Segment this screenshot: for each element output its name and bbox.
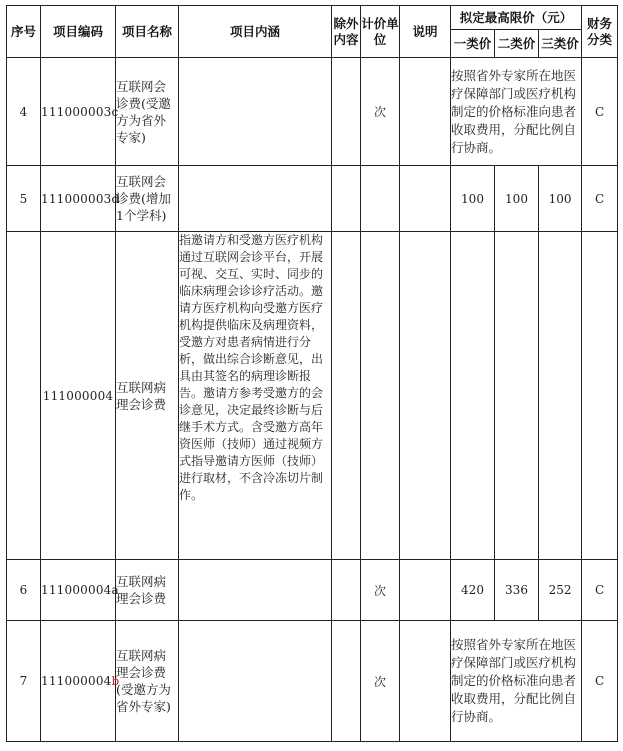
row-unit <box>361 232 400 560</box>
row-unit: 次 <box>361 560 400 621</box>
row-content: 指邀请方和受邀方医疗机构通过互联网会诊平台，开展可视、交互、实时、同步的临床病理会诊诊疗活动。邀请方医疗机构向受邀方医疗机构提供临床及病理资料，受邀方对患者病情进行分析，做出综合诊断意见，出具由其签名的病理诊断报告。邀请方参考受邀方的会诊意见，决定最终诊断与后继手术方式。含受邀方高年资医师（技师）通过视频方式指导邀请方医师（技师）进行取材，不含冷冻切片制作。 <box>179 232 332 560</box>
row-seq <box>7 232 41 560</box>
row-note <box>400 166 451 232</box>
row-finance: C <box>582 621 618 742</box>
row-code-suffix: b <box>111 674 120 688</box>
row-finance: C <box>582 166 618 232</box>
row-code: 111000003d <box>41 166 116 232</box>
row-price-note: 按照省外专家所在地医疗保障部门或医疗机构制定的价格标准向患者收取费用，分配比例自行协商。 <box>451 621 582 742</box>
row-code <box>41 621 120 742</box>
row-price1 <box>451 232 495 560</box>
row-seq: 6 <box>7 560 41 621</box>
header-finance: 财务分类 <box>582 6 618 58</box>
row-name: 互联网会诊费(受邀方为省外专家) <box>116 58 179 166</box>
row-unit: 次 <box>361 621 400 742</box>
header-name: 项目名称 <box>116 6 179 58</box>
row-content <box>179 621 332 742</box>
row-name: 互联网病理会诊费 <box>116 232 179 560</box>
row-price2: 336 <box>495 560 539 621</box>
row-note <box>400 232 451 560</box>
table-row <box>7 166 618 232</box>
table-row <box>7 560 618 621</box>
row-seq: 7 <box>7 621 41 742</box>
header-price1: 一类价 <box>451 30 495 58</box>
row-price1: 420 <box>451 560 495 621</box>
row-exclusion <box>332 166 361 232</box>
row-unit <box>361 166 400 232</box>
row-price3 <box>539 232 582 560</box>
header-exclusion: 除外内容 <box>332 6 361 58</box>
row-price2: 100 <box>495 166 539 232</box>
row-name: 互联网病理会诊费(受邀方为省外专家) <box>116 621 179 742</box>
row-finance: C <box>582 58 618 166</box>
fee-table <box>6 5 618 742</box>
row-exclusion <box>332 232 361 560</box>
header-note: 说明 <box>400 6 451 58</box>
row-price-note: 按照省外专家所在地医疗保障部门或医疗机构制定的价格标准向患者收取费用，分配比例自行协商。 <box>451 58 582 166</box>
row-finance: C <box>582 560 618 621</box>
header-unit: 计价单位 <box>361 6 400 58</box>
row-note <box>400 621 451 742</box>
table-row <box>7 58 618 166</box>
row-code: 111000003c <box>41 58 116 166</box>
row-code: 111000004a <box>41 560 116 621</box>
header-price-group: 拟定最高限价（元） <box>451 6 582 30</box>
row-name: 互联网病理会诊费 <box>116 560 179 621</box>
row-price3: 252 <box>539 560 582 621</box>
header-content: 项目内涵 <box>179 6 332 58</box>
table-row <box>7 621 618 742</box>
row-seq: 4 <box>7 58 41 166</box>
row-note <box>400 58 451 166</box>
row-code-prefix: 111000004 <box>41 674 112 688</box>
row-price1: 100 <box>451 166 495 232</box>
row-content <box>179 560 332 621</box>
row-content <box>179 166 332 232</box>
row-finance <box>582 232 618 560</box>
row-exclusion <box>332 621 361 742</box>
row-price3: 100 <box>539 166 582 232</box>
row-content <box>179 58 332 166</box>
header-seq: 序号 <box>7 6 41 58</box>
row-seq: 5 <box>7 166 41 232</box>
row-unit: 次 <box>361 58 400 166</box>
header-code: 项目编码 <box>41 6 116 58</box>
header-price3: 三类价 <box>539 30 582 58</box>
row-exclusion <box>332 58 361 166</box>
header-price2: 二类价 <box>495 30 539 58</box>
row-name: 互联网会诊费(增加1个学科) <box>116 166 179 232</box>
row-note <box>400 560 451 621</box>
row-exclusion <box>332 560 361 621</box>
row-price2 <box>495 232 539 560</box>
table-row <box>7 232 618 560</box>
row-code: 111000004 <box>41 232 116 560</box>
